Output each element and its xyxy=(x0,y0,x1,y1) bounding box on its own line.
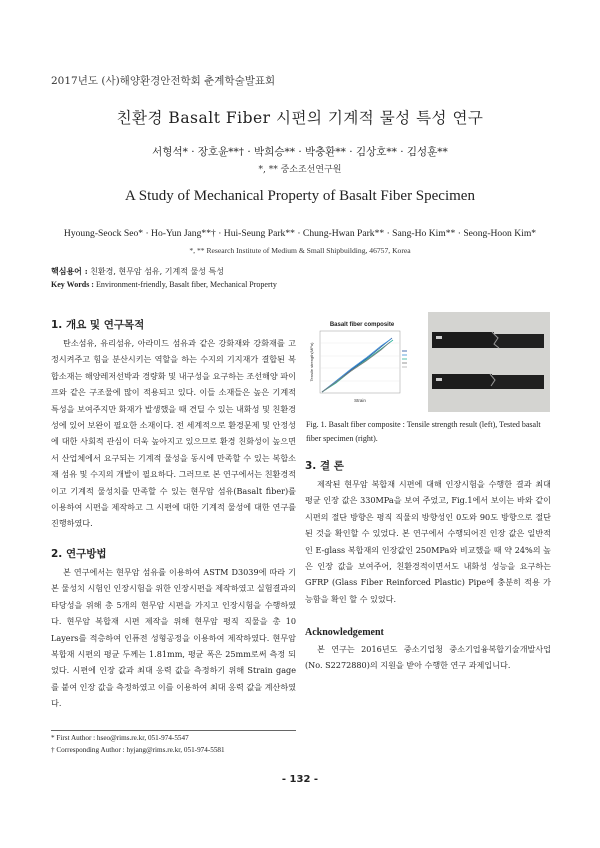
section-heading: 3. 결 론 xyxy=(305,460,344,472)
conference-header: 2017년도 (사)해양환경안전학회 춘계학술발표회 xyxy=(51,75,276,87)
section-body: 제작된 현무암 복합재 시편에 대해 인장시험을 수행한 결과 최대 평균 인장 값은 330MPa을 보여 주었고, Fig.1에서 보이는 바와 같이 시편의 절단 방향은 평직 직물의 방향성인 0도와 90도 방향으로 절단 된 것을 확인할 수 있었다. 본 연구에서 수행되어진 인장 값은 일반적인 E-glass 복합재의 인장값인 250MPa와 비교했을 때 약 24%의 높은 인장 값을 보여주어, 친환경적이면서도 내화성 성능을 요구하는 GFRP (Glass Fiber Reinforced Plastic) Pipe에 충분히 적용 가능함을 확인 할 수 있었다. xyxy=(305,479,551,604)
specimen-photo-svg xyxy=(428,312,550,412)
keywords-korean-text: 친환경, 현무암 섬유, 기계적 물성 특성 xyxy=(87,267,224,276)
tensile-chart xyxy=(306,316,419,409)
chart-legend xyxy=(402,351,407,367)
authors-english: Hyoung-Seock Seo* · Ho-Yun Jang**† · Hui-Seung Park** · Chung-Hwan Park** · Sang-Ho Kim** · Seong-Hoon Kim* xyxy=(63,228,537,239)
specimen-left-lower xyxy=(432,374,492,389)
footnote-corresponding-author: † Corresponding Author : hyjang@rims.re.kr, 051-974-5581 xyxy=(51,746,225,754)
section-heading: 1. 개요 및 연구목적 xyxy=(51,319,145,331)
section-body: 탄소섬유, 유리섬유, 아라미드 섬유과 같은 강화재와 강화재를 고정시켜주고 힘을 분산시키는 역할을 하는 수지의 기지재가 결합된 복합소재는 해양레저선박과 경량화 및 내구성을 요구하는 조선해양 파이프와 같은 구조물에 많이 적용되고 있다. 이들 소재들은 높은 기계적 특성을 보여주지만 화재가 발생했을 때 견딜 수 있는 내화성 및 친환경성에 있어 보완이 필요한 소재이다. 전 세계적으로 환경문제 및 안정성에 대한 사회적 관심이 더욱 높아지고 있으므로 환경 친화성이 높으면서 산업체에서 요구되는 기계적 물성을 동시에 만족할 수 있는 복합소재 섬유 및 수지의 개발이 필요하다. 그러므로 본 연구에서는 친환경적이고 기계적 물성치를 만족할 수 있는 현무암 섬유(Basalt fiber)를 이용하여 시편을 제작하고 그 시편에 대한 기계적 물성에 대한 연구를 진행하였다. xyxy=(51,338,296,529)
keywords-english-label: Key Words : xyxy=(51,280,94,289)
section-heading: 2. 연구방법 xyxy=(51,548,107,560)
section-intro xyxy=(51,317,296,532)
chart-title: Basalt fiber composite xyxy=(329,322,395,328)
affiliation-korean: *, ** 중소조선연구원 xyxy=(258,165,342,175)
specimen-right-upper xyxy=(494,334,544,348)
section-ack xyxy=(305,627,551,674)
specimen-right-lower xyxy=(492,375,544,389)
chart-ylabel: Tensile strength(MPa) xyxy=(309,342,314,382)
affiliation-english: *, ** Research Institute of Medium & Small Shipbuilding, 46757, Korea xyxy=(189,246,411,255)
paper-title-english: A Study of Mechanical Property of Basalt Fiber Specimen xyxy=(125,188,475,204)
keywords-english-text: Environment-friendly, Basalt fiber, Mechanical Property xyxy=(93,280,277,289)
section-heading: Acknowledgement xyxy=(305,627,384,638)
authors-korean: 서형석* · 장호윤**† · 박희승** · 박충환** · 김상호** · 김성훈** xyxy=(152,146,448,158)
paper-title-korean: 친환경 Basalt Fiber 시편의 기계적 물성 특성 연구 xyxy=(116,109,484,127)
section-body: 본 연구는 2016년도 중소기업청 중소기업융복합기술개발사업(No. S2272880)의 지원을 받아 수행한 연구 과제입니다. xyxy=(305,644,551,671)
section-conclusion xyxy=(305,458,551,607)
footnote-divider xyxy=(51,730,296,731)
chart-xlabel: Strain xyxy=(354,398,366,403)
keywords-korean xyxy=(51,266,224,277)
section-method xyxy=(51,546,296,712)
section-body: 본 연구에서는 현무암 섬유를 이용하여 ASTM D3039에 따라 기본 물성치 시험인 인장시험을 위한 인장시편을 제작하였고 실험결과의 타당성을 위해 총 5개의 현무암 시편을 가지고 인장시험을 수행하였다. 현무암 복합재 시편 제작을 위해 현무암 평직 직물을 총 10 Layers를 적층하여 인퓨전 성형공정을 이용하여 제작하였다. 현무암 복합재 시편의 평균 두께는 1.81mm, 평균 폭은 25mm로써 측정 되었다. 시편에 인장 값과 최대 응력 값을 측정하기 위해 Strain gage를 붙여 인장 값을 측정하였고 이를 이용하여 최대 응력 값을 계산하였다. xyxy=(51,567,296,709)
specimen-photo xyxy=(428,312,550,412)
footnote-first-author: * First Author : hseo@rims.re.kr, 051-974-5547 xyxy=(51,734,189,742)
figure-caption: Fig. 1. Basalt fiber composite : Tensile strength result (left), Tested basalt fiber specimen (right). xyxy=(306,420,541,443)
tensile-chart-svg xyxy=(306,316,419,409)
keywords-english xyxy=(51,280,277,289)
keywords-korean-label: 핵심용어 : xyxy=(51,266,88,276)
specimen-left-upper xyxy=(432,332,494,348)
page-number: - 132 - xyxy=(281,774,319,785)
